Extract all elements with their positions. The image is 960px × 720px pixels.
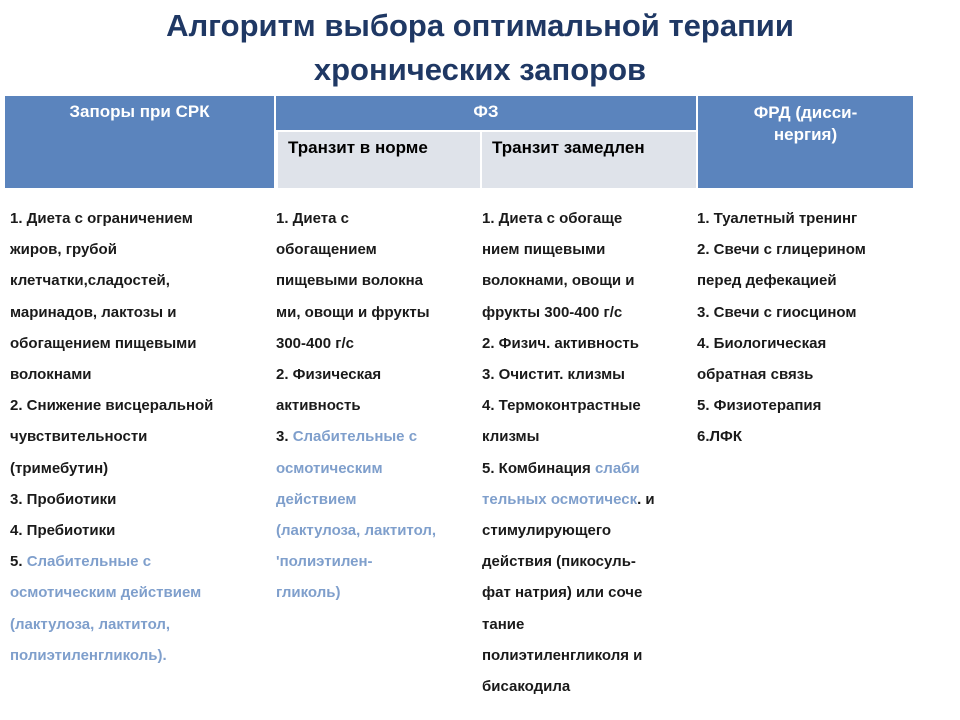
therapy-line: клетчатки,сладостей,	[10, 272, 170, 290]
therapy-line: 3. Свечи с гиосцином	[697, 303, 857, 321]
therapy-line: жиров, грубой	[10, 241, 117, 259]
therapy-text: . и	[637, 490, 655, 508]
therapy-line: волокнами, овощи и	[482, 272, 635, 290]
therapy-line: (тримебутин)	[10, 459, 109, 477]
therapy-line: обогащением пищевыми	[10, 334, 197, 352]
osmotic-laxative-highlight: полиэтиленгликоль).	[10, 646, 167, 664]
therapy-line: 2. Свечи с глицерином	[697, 241, 866, 259]
osmotic-laxative-highlight: (лактулоза, лактитол,	[10, 615, 171, 633]
header-ibs-constipation: Запоры при СРК	[5, 96, 274, 188]
therapy-line: фат натрия) или соче	[482, 584, 643, 602]
therapy-line	[276, 515, 480, 546]
osmotic-laxative-highlight: 'полиэтилен-	[276, 553, 373, 571]
therapy-line: нием пищевыми	[482, 241, 606, 259]
therapy-line: обогащением	[276, 241, 377, 259]
osmotic-laxative-highlight: действием	[276, 490, 357, 508]
osmotic-laxative-highlight: Слабительные с	[26, 553, 152, 571]
therapy-line: 4. Термоконтрастные	[482, 397, 641, 415]
column-slow-transit-therapy	[482, 203, 696, 702]
therapy-text: 5. Комбинация	[482, 459, 595, 477]
therapy-line: ми, овощи и фрукты	[276, 303, 430, 321]
therapy-line	[10, 546, 272, 577]
therapy-line	[276, 484, 480, 515]
therapy-line	[10, 640, 272, 671]
therapy-line	[482, 484, 696, 515]
osmotic-laxative-highlight: Слабительные с	[292, 428, 418, 446]
therapy-line: тание	[482, 615, 525, 633]
header-dyssynergia-line-2: нергия)	[773, 125, 838, 144]
therapy-line: 2. Физич. активность	[482, 334, 639, 352]
therapy-line: 2. Снижение висцеральной	[10, 397, 214, 415]
therapy-line: фрукты 300-400 г/с	[482, 303, 623, 321]
therapy-line: действия (пикосуль-	[482, 553, 636, 571]
slide-title-line-2: хронических запоров	[313, 52, 647, 87]
therapy-line	[276, 577, 480, 608]
therapy-line: активность	[276, 397, 361, 415]
osmotic-laxative-highlight: осмотическим	[276, 459, 383, 477]
therapy-line: 5. Физиотерапия	[697, 397, 822, 415]
osmotic-laxative-highlight: тельных осмотическ	[482, 490, 638, 508]
therapy-line: маринадов, лактозы и	[10, 303, 177, 321]
therapy-line: 6.ЛФК	[697, 428, 742, 446]
therapy-line: стимулирующего	[482, 522, 612, 540]
osmotic-laxative-highlight: слаби	[594, 459, 640, 477]
column-normal-transit-therapy	[276, 203, 480, 609]
therapy-line: бисакодила	[482, 678, 571, 696]
therapy-line	[10, 609, 272, 640]
header-dyssynergia	[698, 96, 913, 188]
therapy-text: 3.	[276, 428, 293, 446]
osmotic-laxative-highlight: осмотическим действием	[10, 584, 202, 602]
therapy-line	[276, 453, 480, 484]
therapy-line: 3. Очистит. клизмы	[482, 366, 625, 384]
therapy-text: 5.	[10, 553, 27, 571]
therapy-line: 1. Туалетный тренинг	[697, 210, 858, 227]
slide-title-line-1: Алгоритм выбора оптимальной терапии	[166, 8, 794, 43]
subheader-transit-slow: Транзит замедлен	[482, 132, 696, 188]
therapy-line	[276, 421, 480, 452]
therapy-line: 4. Пребиотики	[10, 522, 116, 540]
therapy-line: 2. Физическая	[276, 366, 382, 384]
column-ibs-therapy	[10, 203, 272, 671]
header-dyssynergia-line-1: ФРД (дисси-	[753, 103, 858, 122]
therapy-line: 3. Пробиотики	[10, 490, 117, 508]
therapy-line: обратная связь	[697, 366, 814, 384]
header-functional-constipation: ФЗ	[276, 96, 696, 130]
column-dyssynergia-therapy	[697, 203, 927, 453]
therapy-line: 1. Диета с обогаще	[482, 210, 623, 227]
therapy-line	[482, 453, 696, 484]
osmotic-laxative-highlight: гликоль)	[276, 584, 341, 602]
therapy-line: полиэтиленгликоля и	[482, 646, 643, 664]
osmotic-laxative-highlight: (лактулоза, лактитол,	[276, 522, 437, 540]
therapy-line	[276, 546, 480, 577]
therapy-line: чувствительности	[10, 428, 148, 446]
therapy-line: 1. Диета с	[276, 210, 349, 227]
therapy-line: 4. Биологическая	[697, 334, 827, 352]
therapy-line: 300-400 г/с	[276, 334, 354, 352]
therapy-line: пищевыми волокна	[276, 272, 424, 290]
therapy-line: клизмы	[482, 428, 540, 446]
therapy-line: волокнами	[10, 366, 92, 384]
therapy-line: перед дефекацией	[697, 272, 837, 290]
therapy-line	[10, 577, 272, 608]
subheader-transit-normal: Транзит в норме	[278, 132, 480, 188]
therapy-line: 1. Диета с ограничением	[10, 210, 193, 227]
